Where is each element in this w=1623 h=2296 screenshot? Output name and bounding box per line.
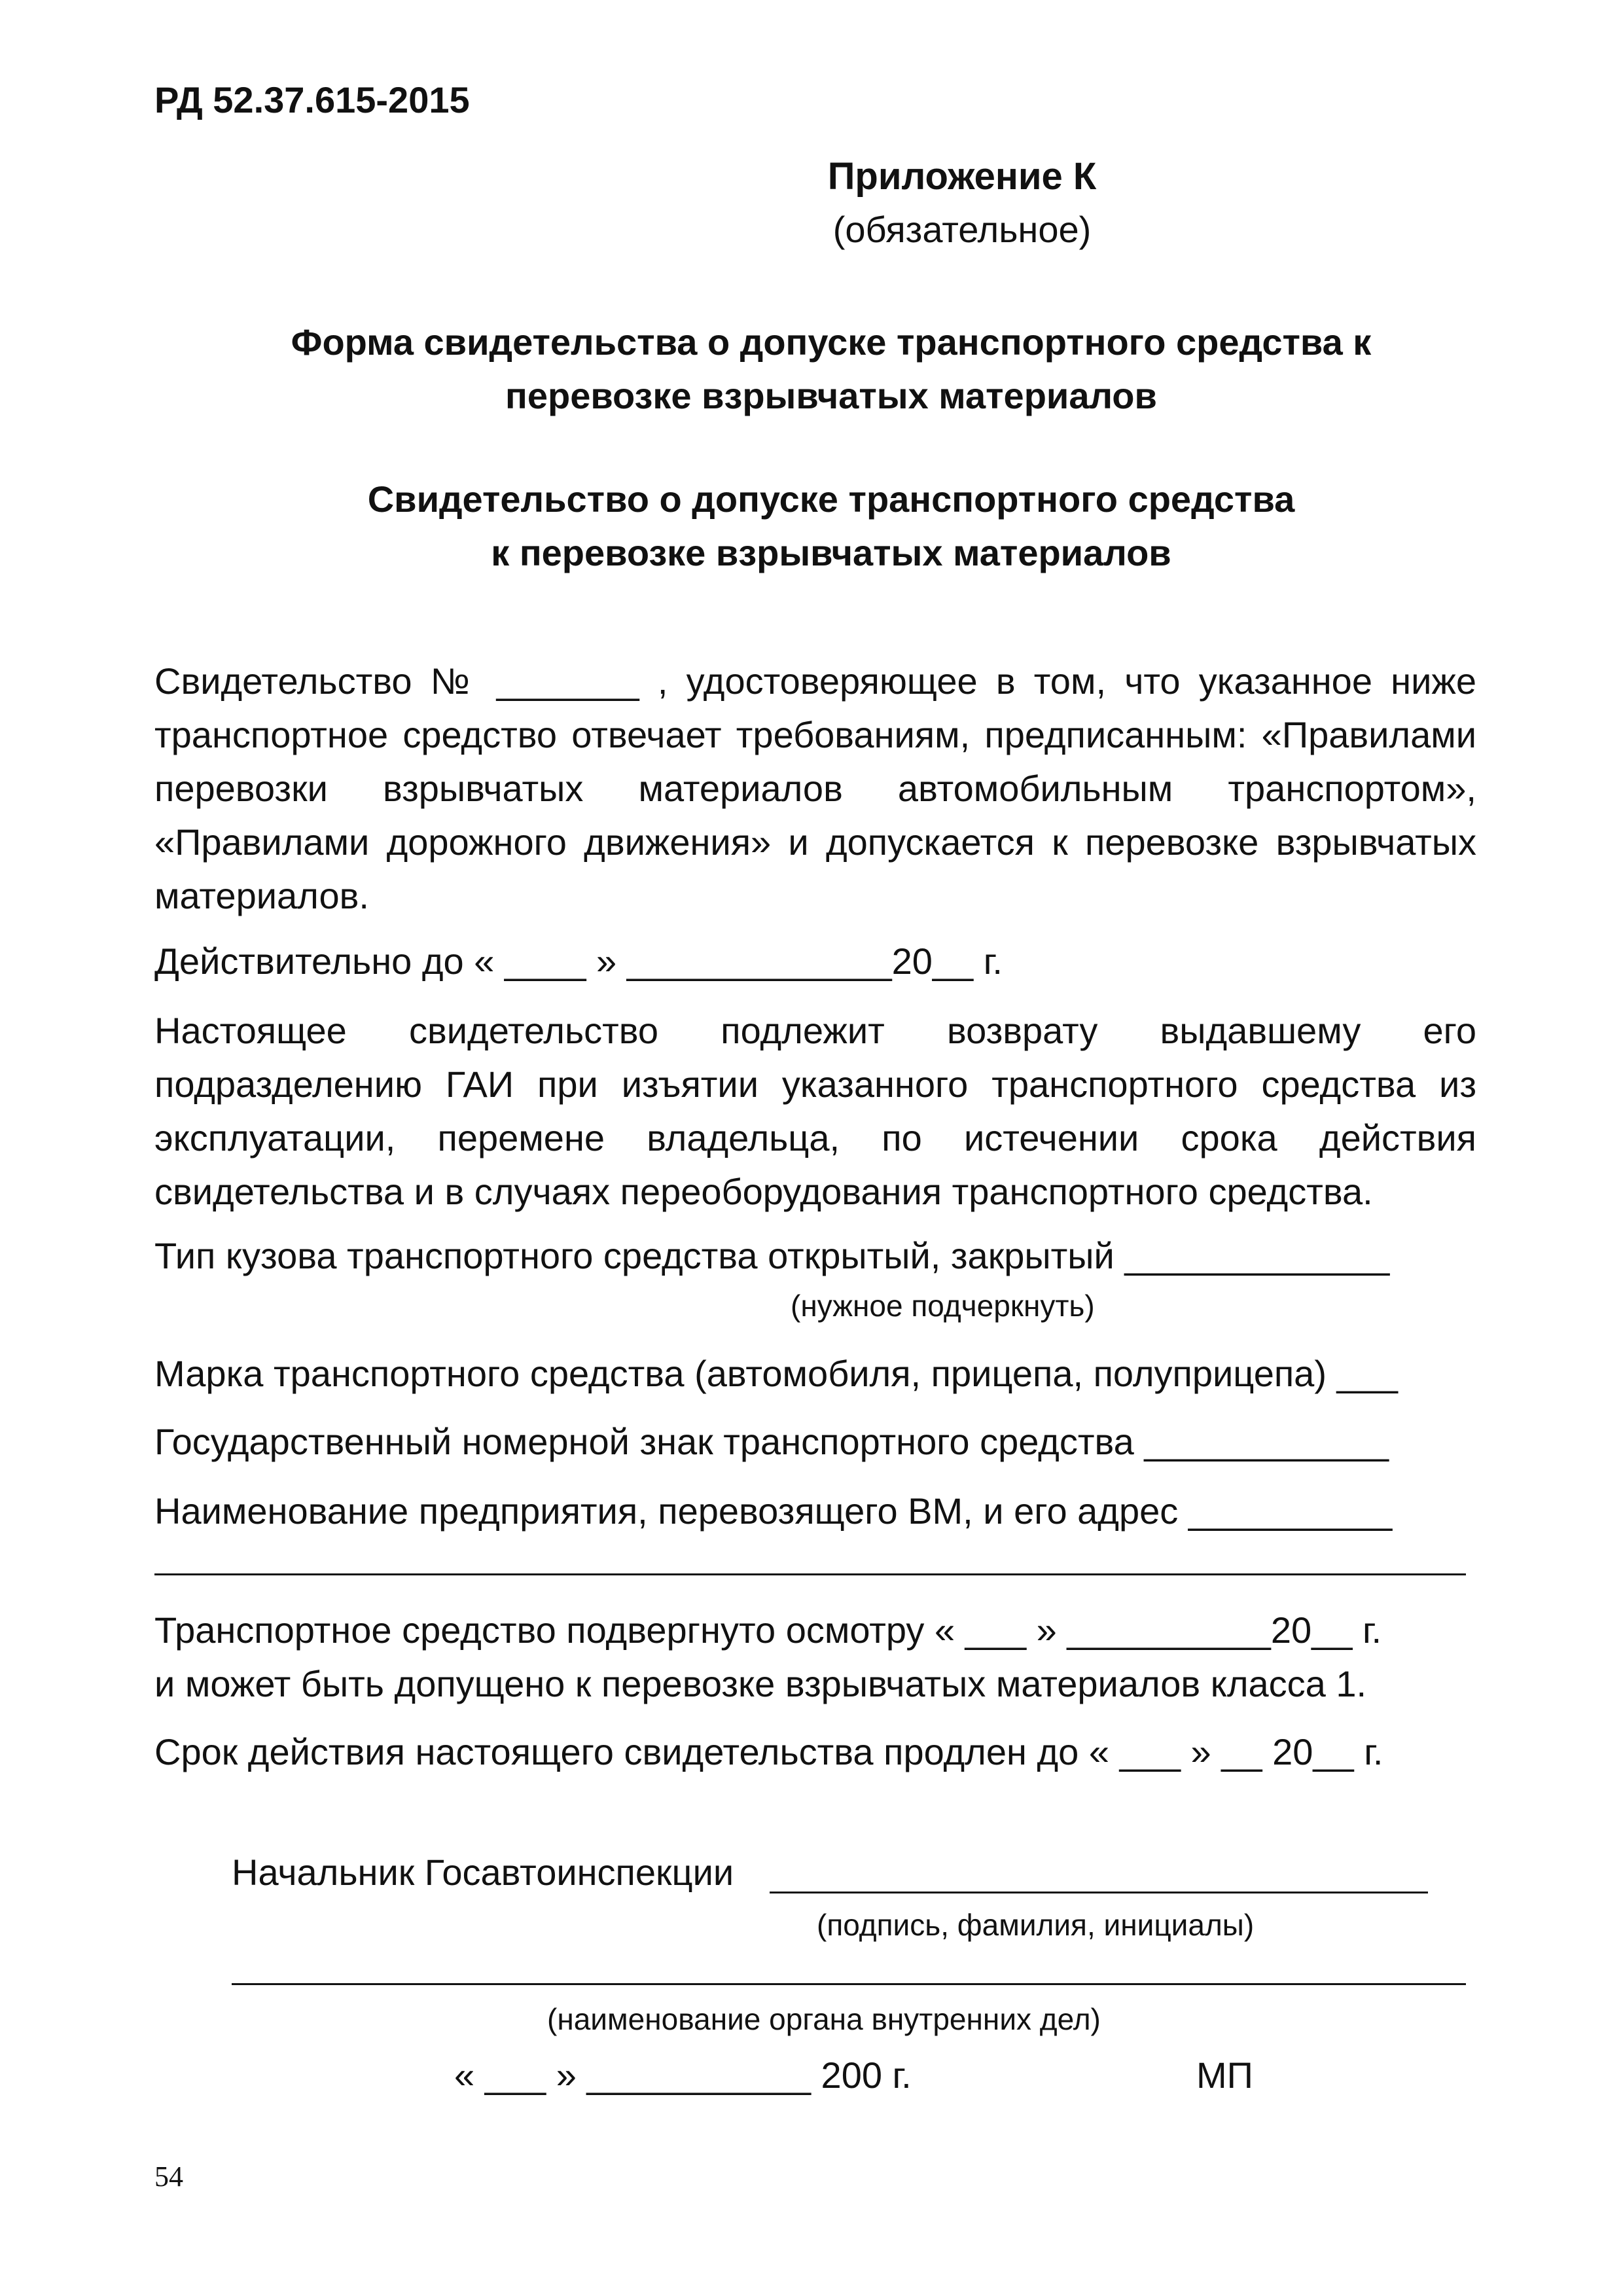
chief-signature-hint: (подпись, фамилия, инициалы) [817, 1908, 1255, 1942]
company-name-line: Наименование предприятия, перевозящего ВМ, и его адрес __________ [154, 1490, 1393, 1532]
chief-signature-rule [770, 1892, 1428, 1893]
chief-label: Начальник Госавтоинспекции [232, 1852, 734, 1893]
form-title [20, 315, 1623, 423]
organ-name-hint: (наименование органа внутренних дел) [547, 2002, 1101, 2036]
company-address-rule [154, 1573, 1466, 1575]
appendix-title: Приложение К [827, 155, 1097, 198]
form-title-line2: перевозке взрывчатых материалов [505, 375, 1157, 416]
certificate-title-line2: к перевозке взрывчатых материалов [491, 532, 1171, 573]
vehicle-make-line: Марка транспортного средства (автомобиля, прицепа, полуприцепа) ___ [154, 1353, 1398, 1394]
extension-line: Срок действия настоящего свидетельства продлен до « ___ » __ 20__ г. [154, 1731, 1383, 1772]
inspection-line-1: Транспортное средство подвергнуто осмотру « ___ » __________20__ г. [154, 1609, 1382, 1651]
valid-until-line: Действительно до « ____ » _____________20__ г. [154, 941, 1003, 982]
document-code: РД 52.37.615-2015 [154, 79, 470, 120]
plate-number-line: Государственный номерной знак транспортного средства ____________ [154, 1421, 1389, 1462]
form-title-line1: Форма свидетельства о допуске транспортного средства к [291, 321, 1372, 363]
page-number: 54 [154, 2161, 183, 2193]
inspection-line-2: и может быть допущено к перевозке взрывчатых материалов класса 1. [154, 1663, 1367, 1704]
appendix-note: (обязательное) [832, 209, 1092, 250]
stamp-mark: МП [1196, 2054, 1253, 2096]
certificate-title-line1: Свидетельство о допуске транспортного средства [367, 478, 1295, 520]
body-type-line: Тип кузова транспортного средства открытый, закрытый _____________ [154, 1235, 1390, 1276]
certificate-title [20, 473, 1623, 580]
return-notice-paragraph: Настоящее свидетельство подлежит возврату выдавшему его подразделению ГАИ при изъятии указанного транспортного средства из эксплуатации, перемене владельца, по истечении срока действия свидетельства и в случаях переоборудования транспортного средства. [154, 1010, 1476, 1212]
signature-date-line: « ___ » ___________ 200 г. [454, 2054, 912, 2096]
intro-paragraph: Свидетельство № _______ , удостоверяющее в том, что указанное ниже транспортное средство отвечает требованиям, предписанным: «Правилами перевозки взрывчатых материалов автомобильным транспортом», «Правилами дорожного движения» и допускается к перевозке взрывчатых материалов. [154, 660, 1476, 916]
organ-name-rule [232, 1983, 1466, 1985]
body-type-hint: (нужное подчеркнуть) [791, 1289, 1095, 1323]
